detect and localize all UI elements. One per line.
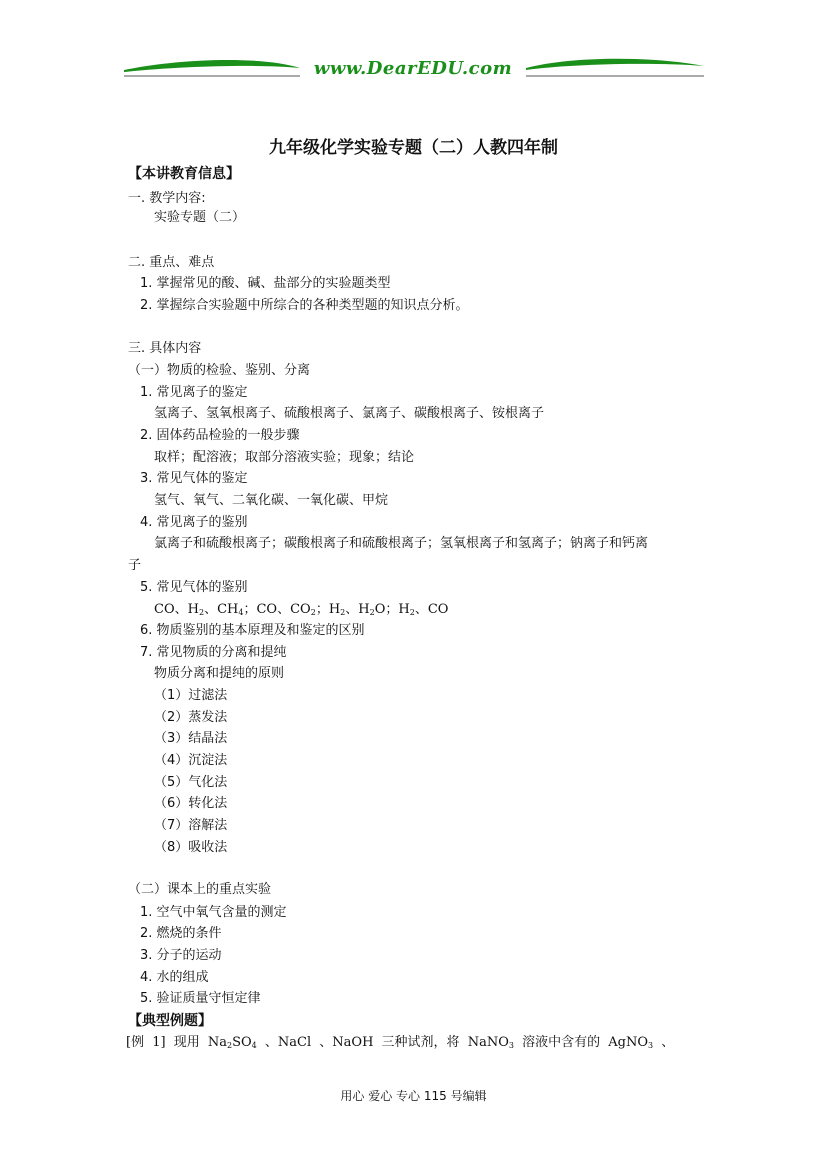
- experiment-5: 5. 验证质量守恒定律: [140, 991, 261, 1006]
- gas-formulas: CO、$H_2$、$CH_4$；CO、$CO_2$；$H_2$、$H_2O$；$H_2$、CO: [154, 602, 449, 617]
- experiment-1: 1. 空气中氧气含量的测定: [140, 905, 287, 920]
- method-8: （8）吸收法: [154, 840, 228, 855]
- experiment-2: 2. 燃烧的条件: [140, 926, 222, 941]
- section-examples-heading: 【典型例题】: [128, 1013, 212, 1029]
- p1-item-1-body: 氢离子、氢氧根离子、硫酸根离子、氯离子、碳酸根离子、铵根离子: [154, 406, 545, 421]
- p1-item-1: 1. 常见离子的鉴定: [140, 385, 248, 400]
- example-1-text: [例 1] 现用 $Na_2SO_4$ 、NaCl 、NaOH 三种试剂，将 NaNO$_3$ 溶液中含有的 AgNO$_3$ 、: [126, 1035, 675, 1050]
- p1-item-2-body: 取样；配溶液；取部分溶液实验；现象；结论: [154, 450, 415, 465]
- p1-item-6: 6. 物质鉴别的基本原理及和鉴定的区别: [140, 623, 365, 638]
- part2-heading: （二）课本上的重点实验: [128, 882, 272, 897]
- p1-item-7-body: 物质分离和提纯的原则: [154, 666, 285, 681]
- method-4: （4）沉淀法: [154, 753, 228, 768]
- p1-item-5: 5. 常见气体的鉴别: [140, 580, 248, 595]
- header-site-name: www.DearEDU.com: [300, 58, 526, 79]
- p1-item-4-body: 氯离子和硫酸根离子；碳酸根离子和硫酸根离子；氢氧根离子和氢离子；钠离子和钙离: [154, 536, 649, 551]
- method-2: （2）蒸发法: [154, 710, 228, 725]
- p1-item-7: 7. 常见物质的分离和提纯: [140, 645, 287, 660]
- p1-item-4: 4. 常见离子的鉴别: [140, 515, 248, 530]
- part1-heading: （一）物质的检验、鉴别、分离: [128, 363, 311, 378]
- p1-item-3: 3. 常见气体的鉴定: [140, 471, 248, 486]
- method-1: （1）过滤法: [154, 688, 228, 703]
- method-6: （6）转化法: [154, 796, 228, 811]
- s1-heading: 一. 教学内容:: [128, 191, 206, 206]
- method-3: （3）结晶法: [154, 731, 228, 746]
- p1-item-3-body: 氢气、氧气、二氧化碳、一氧化碳、甲烷: [154, 493, 389, 508]
- p1-item-4-wrap: 子: [128, 558, 142, 573]
- s1-body: 实验专题（二）: [154, 210, 246, 225]
- page-footer: 用心 爱心 专心 115 号编辑: [340, 1089, 487, 1103]
- s2-heading: 二. 重点、难点: [128, 255, 215, 270]
- section-info-heading: 【本讲教育信息】: [128, 166, 240, 182]
- experiment-4: 4. 水的组成: [140, 970, 209, 985]
- s3-heading: 三. 具体内容: [128, 341, 202, 356]
- page-title: 九年级化学实验专题（二）人教四年制: [269, 138, 558, 158]
- p1-item-2: 2. 固体药品检验的一般步骤: [140, 428, 300, 443]
- method-5: （5）气化法: [154, 775, 228, 790]
- s2-item-1: 1. 掌握常见的酸、碱、盐部分的实验题类型: [140, 276, 391, 291]
- s2-item-2: 2. 掌握综合实验题中所综合的各种类型题的知识点分析。: [140, 298, 469, 313]
- method-7: （7）溶解法: [154, 818, 228, 833]
- experiment-3: 3. 分子的运动: [140, 948, 222, 963]
